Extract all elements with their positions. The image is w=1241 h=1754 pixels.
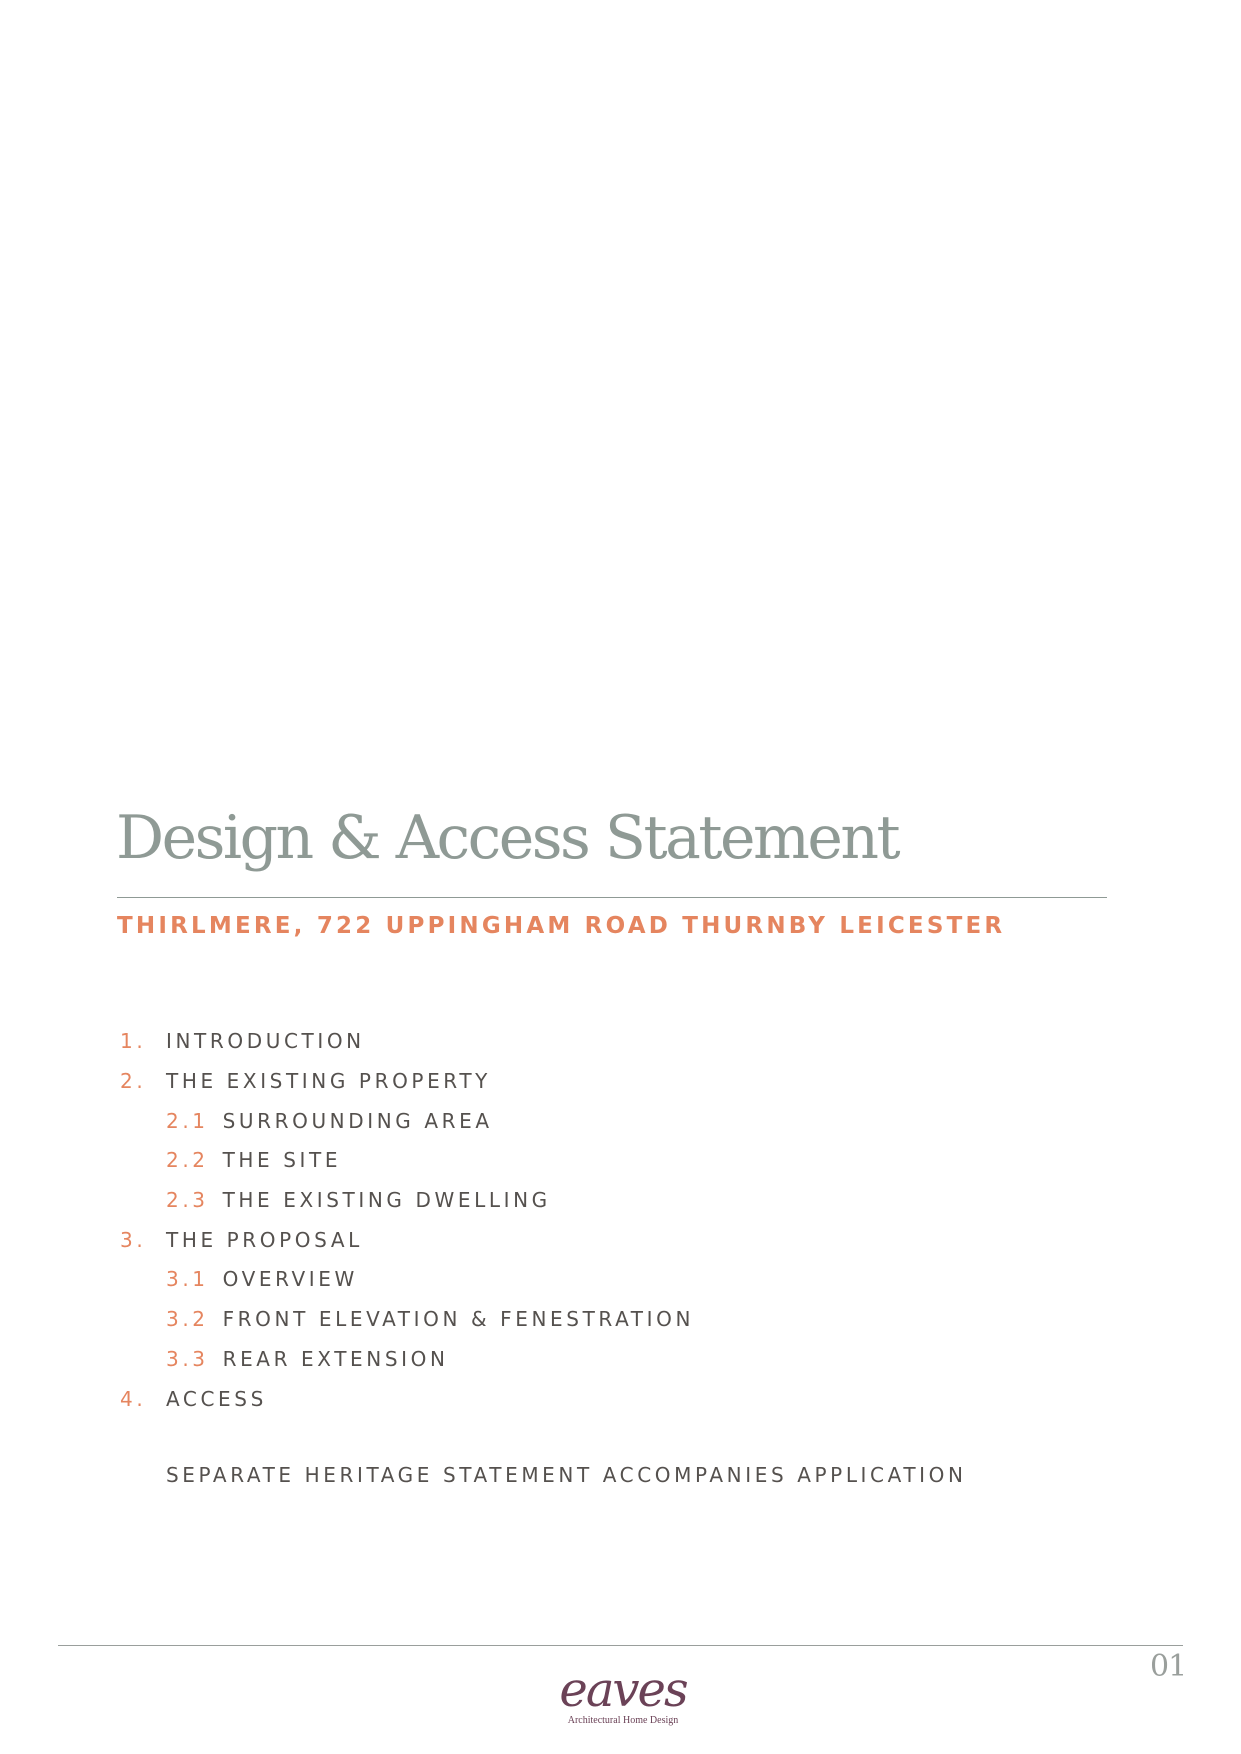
toc-entry-number: 3.1 — [166, 1267, 209, 1291]
toc-entry-label: FRONT ELEVATION & FENESTRATION — [222, 1307, 695, 1331]
toc-entry-number: 3.2 — [166, 1307, 209, 1331]
toc-entry-label: OVERVIEW — [222, 1267, 358, 1291]
toc-entry-label: THE SITE — [222, 1148, 342, 1172]
title-divider — [117, 897, 1107, 898]
document-subtitle: THIRLMERE, 722 UPPINGHAM ROAD THURNBY LEICESTER — [117, 913, 1006, 939]
toc-entry-number: 1. — [120, 1029, 147, 1053]
toc-entry-number: 2. — [120, 1069, 147, 1093]
toc-entry-label: THE EXISTING PROPERTY — [166, 1069, 491, 1093]
heritage-note: SEPARATE HERITAGE STATEMENT ACCOMPANIES APPLICATION — [166, 1463, 967, 1487]
footer-divider — [58, 1645, 1183, 1646]
toc-entry-number: 2.1 — [166, 1109, 209, 1133]
toc-entry-number: 2.2 — [166, 1148, 209, 1172]
document-title: Design & Access Statement — [116, 803, 899, 873]
toc-entry-the-site — [166, 1150, 341, 1170]
toc-entry-existing-dwelling — [166, 1190, 551, 1210]
toc-entry-surrounding-area — [166, 1111, 493, 1131]
toc-entry-label: SURROUNDING AREA — [222, 1109, 493, 1133]
toc-entry-number: 2.3 — [166, 1188, 209, 1212]
toc-entry-number: 4. — [120, 1387, 147, 1411]
toc-entry-label: THE PROPOSAL — [166, 1228, 363, 1252]
toc-entry-label: INTRODUCTION — [166, 1029, 365, 1053]
toc-entry-rear-extension — [166, 1349, 449, 1369]
toc-entry-label: REAR EXTENSION — [222, 1347, 449, 1371]
page-number: 01 — [1150, 1649, 1187, 1684]
logo-wordmark: eaves — [559, 1662, 687, 1718]
eaves-logo — [548, 1660, 698, 1730]
toc-entry-number: 3. — [120, 1228, 147, 1252]
toc-entry-label: ACCESS — [166, 1387, 267, 1411]
toc-entry-label: THE EXISTING DWELLING — [222, 1188, 551, 1212]
toc-entry-overview — [166, 1269, 358, 1289]
toc-entry-number: 3.3 — [166, 1347, 209, 1371]
logo-tagline: Architectural Home Design — [567, 1715, 679, 1726]
toc-entry-front-elevation — [166, 1309, 694, 1329]
